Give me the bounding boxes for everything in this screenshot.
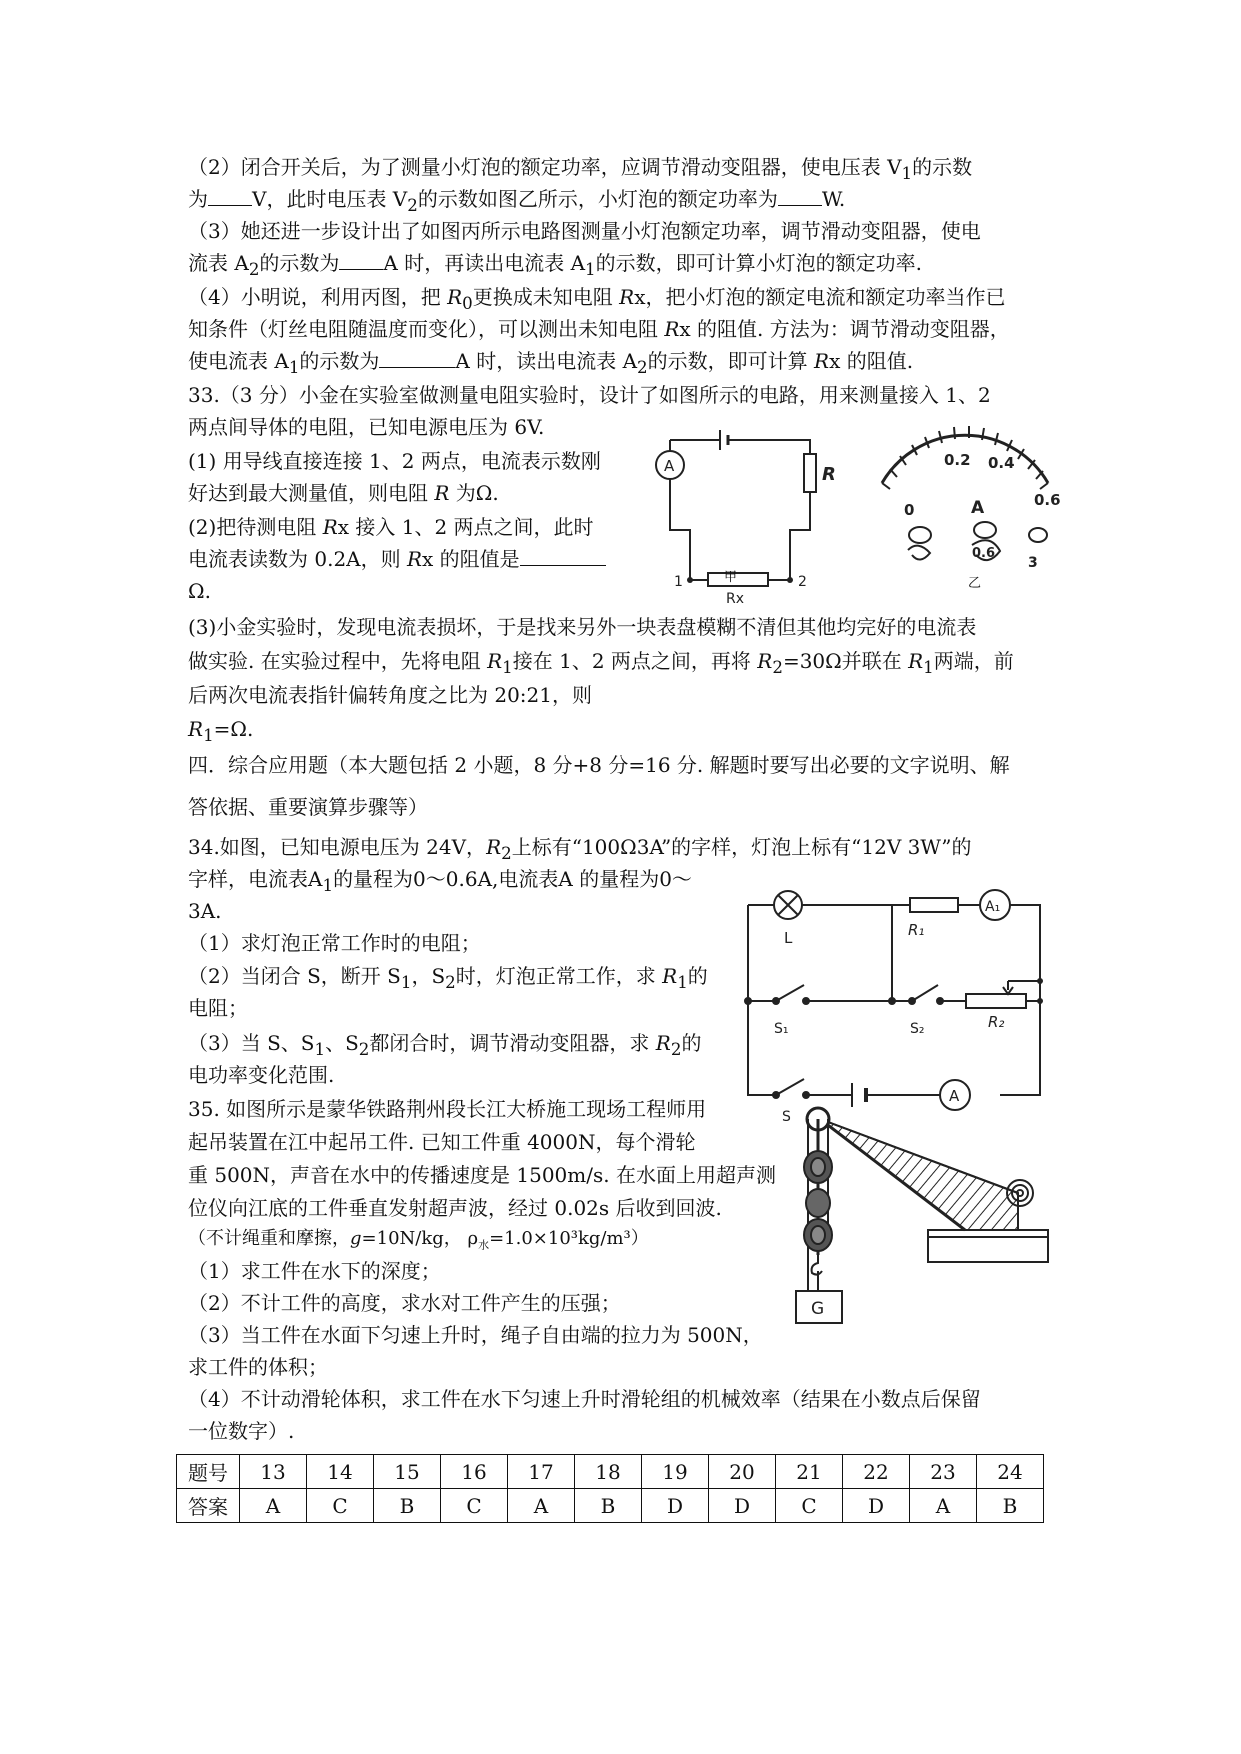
q34-sub2-line2: 电阻；: [188, 996, 248, 1020]
resistor-r1-symbol: [910, 898, 958, 912]
q33-sub3-line2: 做实验. 在实验过程中，先将电阻 $R_1$接在 1、2 两点之间，再将 $R_2=30\Omega$并联在 $R_1$两端，前: [188, 649, 1014, 677]
q35-line4: 位仪向江底的工件垂直发射超声波，经过 0.02s 后收到回波.: [188, 1196, 722, 1220]
table-cell: B: [575, 1489, 642, 1523]
q33-sub3-line3: 后两次电流表指针偏转角度之比为 20:21，则: [188, 683, 592, 707]
crane-pulley-figure: [790, 1105, 1060, 1325]
q35-line2: 起吊装置在江中起吊工件. 已知工件重 4000N，每个滑轮: [188, 1130, 696, 1154]
table-cell: A: [910, 1489, 977, 1523]
lamp-symbol: [774, 891, 802, 919]
ammeter-a1-label: A₁: [985, 899, 1001, 915]
dial-tick-06: 0.6: [1034, 491, 1061, 509]
switch-s2-label: S₂: [910, 1021, 925, 1037]
table-cell: B: [977, 1489, 1044, 1523]
q34-line1: 34.如图，已知电源电压为 24V，$R_2$上标有“100Ω3A”的字样，灯泡上标有“12V 3W”的: [188, 835, 972, 863]
crane-base: [928, 1230, 1048, 1262]
table-cell: C: [307, 1489, 374, 1523]
table-cell: 19: [642, 1455, 709, 1489]
q33-heading-line2: 两点间导体的电阻，已知电源电压为 6V.: [188, 415, 545, 439]
q35-sub3-line1: （3）当工件在水面下匀速上升时，绳子自由端的拉力为 500N，: [188, 1323, 763, 1347]
section4-heading-line1: 四．综合应用题（本大题包括 2 小题，8 分+8 分=16 分. 解题时要写出必要的文字说明、解: [188, 753, 1010, 777]
figure-yi-caption: 乙: [968, 576, 982, 591]
answer-table: [176, 1454, 1044, 1523]
table-cell: 22: [843, 1455, 910, 1489]
figure-jia-caption: 甲: [724, 570, 738, 585]
table-cell: A: [240, 1489, 307, 1523]
table-cell: 21: [776, 1455, 843, 1489]
q32-part2-line1: （2）闭合开关后，为了测量小灯泡的额定功率，应调节滑动变阻器，使电压表 $V_1$的示数: [188, 155, 973, 183]
q35-line5: （不计绳重和摩擦，g=10N/kg， $\rho_水=1.0\times 10^3kg/m^3$）: [188, 1228, 649, 1252]
switch-s-symbol: [773, 1079, 809, 1098]
q35-sub4-line2: 一位数字）.: [188, 1419, 295, 1443]
table-cell: 15: [374, 1455, 441, 1489]
table-cell: 20: [709, 1455, 776, 1489]
terminal-2-label: 2: [798, 574, 807, 590]
table-header-cell: 答案: [177, 1489, 240, 1523]
pulley-block: [804, 1108, 832, 1295]
lamp-label: L: [784, 929, 793, 947]
table-cell: 24: [977, 1455, 1044, 1489]
q34-line3: 3A.: [188, 899, 222, 923]
answer-blank: [208, 185, 252, 206]
workpiece-g-label: G: [811, 1299, 825, 1319]
q35-sub2: （2）不计工件的高度，求水对工件产生的压强；: [188, 1291, 621, 1315]
q33-sub3-line1: (3)小金实验时，发现电流表损坏，于是找来另外一块表盘模糊不清但其他均完好的电流表: [188, 615, 977, 639]
q33-sub2-line1: (2)把待测电阻 Rx 接入 1、2 两点之间，此时: [188, 515, 594, 539]
q33-sub1-line1: (1) 用导线直接连接 1、2 两点，电流表示数刚: [188, 449, 601, 473]
q35-sub3-line2: 求工件的体积；: [188, 1355, 328, 1379]
q32-part3-line2: 流表 $A_2$的示数为 A 时，再读出电流表 $A_1$的示数，即可计算小灯泡的额定功率.: [188, 251, 922, 279]
dial-tick-0: 0: [904, 501, 915, 519]
terminal-2: [787, 577, 793, 583]
table-cell: D: [709, 1489, 776, 1523]
answer-blank: [520, 545, 606, 566]
ammeter-label: A: [664, 457, 675, 475]
crane-boom: [820, 1119, 1018, 1230]
table-cell: B: [374, 1489, 441, 1523]
ammeter-dial-yi: [860, 405, 1070, 595]
table-cell: 16: [441, 1455, 508, 1489]
circuit-diagram-jia: [650, 410, 850, 607]
rheostat-r2-label: R₂: [988, 1013, 1005, 1031]
q32-part3-line1: （3）她还进一步设计出了如图丙所示电路图测量小灯泡额定功率，调节滑动变阻器，使电: [188, 219, 981, 243]
switch-s-label: S: [782, 1109, 791, 1125]
q32-part4-line3: 使电流表 $A_1$的示数为 A 时，读出电流表 $A_2$的示数，即可计算 Rx 的阻值.: [188, 349, 914, 377]
q33-sub3-line4: $R_1=\Omega$.: [188, 717, 254, 745]
table-cell: 17: [508, 1455, 575, 1489]
terminal-1: [687, 577, 693, 583]
q34-sub3-line1: （3）当 S、$S_1$、$S_2$都闭合时，调节滑动变阻器，求 $R_2$的: [188, 1031, 702, 1059]
q32-part4-line1: （4）小明说，利用丙图，把 $R_0$更换成未知电阻 Rx，把小灯泡的额定电流和额定功率当作已: [188, 285, 1006, 313]
terminal-label-06: 0.6: [972, 546, 996, 561]
q33-heading-line1: 33.（3 分）小金在实验室做测量电阻实验时，设计了如图所示的电路，用来测量接入 1、2: [188, 383, 991, 407]
answer-blank: [339, 249, 383, 270]
q34-sub2-line1: （2）当闭合 S，断开 $S_1$，$S_2$时，灯泡正常工作，求 $R_1$的: [188, 964, 708, 992]
rheostat-r2-symbol: [966, 978, 1043, 1008]
table-cell: 23: [910, 1455, 977, 1489]
table-cell: D: [843, 1489, 910, 1523]
table-cell: C: [441, 1489, 508, 1523]
table-cell: 18: [575, 1455, 642, 1489]
q34-sub3-line2: 电功率变化范围.: [188, 1063, 335, 1087]
dial-unit-a: A: [971, 498, 985, 518]
answer-blank: [379, 347, 455, 368]
answer-table-answer-row: [177, 1489, 1044, 1523]
q32-part2-line2: 为 V，此时电压表 $V_2$的示数如图乙所示，小灯泡的额定功率为 W.: [188, 187, 846, 215]
ammeter-a-label: A: [949, 1087, 960, 1105]
q35-sub4-line1: （4）不计动滑轮体积，求工件在水下匀速上升时滑轮组的机械效率（结果在小数点后保留: [188, 1387, 981, 1411]
q33-sub2-line3: Ω.: [188, 579, 211, 603]
answer-blank: [778, 185, 822, 206]
table-header-cell: 题号: [177, 1455, 240, 1489]
q34-circuit-diagram: [740, 885, 1060, 1125]
q35-sub1: （1）求工件在水下的深度；: [188, 1259, 441, 1283]
terminal-1-label: 1: [674, 574, 683, 590]
table-cell: 13: [240, 1455, 307, 1489]
q35-line3: 重 500N，声音在水中的传播速度是 1500m/s. 在水面上用超声测: [188, 1163, 776, 1187]
q34-sub1: （1）求灯泡正常工作时的电阻；: [188, 931, 481, 955]
table-cell: C: [776, 1489, 843, 1523]
q32-part4-line2: 知条件（灯丝电阻随温度而变化），可以测出未知电阻 Rx 的阻值. 方法为：调节滑动变阻器，: [188, 317, 1010, 341]
resistor-r1-label: R₁: [908, 921, 925, 939]
table-cell: 14: [307, 1455, 374, 1489]
battery-symbol: [720, 430, 728, 450]
resistor-rx-label: Rx: [726, 591, 745, 607]
switch-s1-label: S₁: [774, 1021, 789, 1037]
section4-heading-line2: 答依据、重要演算步骤等）: [188, 795, 428, 819]
q35-line1: 35. 如图所示是蒙华铁路荆州段长江大桥施工现场工程师用: [188, 1097, 707, 1121]
table-cell: A: [508, 1489, 575, 1523]
dial-tick-02: 0.2: [944, 451, 971, 469]
resistor-r-label: R: [822, 464, 836, 485]
battery-symbol: [852, 1083, 866, 1107]
q33-sub1-line2: 好达到最大测量值，则电阻 R 为Ω.: [188, 481, 499, 505]
resistor-rx-symbol: [708, 573, 768, 586]
answer-table-number-row: [177, 1455, 1044, 1489]
dial-tick-04: 0.4: [988, 454, 1015, 472]
q33-sub2-line2: 电流表读数为 0.2A，则 Rx 的阻值是: [188, 544, 606, 574]
q34-line2: 字样，电流表$A_1$的量程为0～0.6A,电流表A 的量程为0～: [188, 867, 692, 895]
resistor-r-symbol: [804, 454, 816, 492]
table-cell: D: [642, 1489, 709, 1523]
terminal-label-3: 3: [1028, 555, 1038, 571]
